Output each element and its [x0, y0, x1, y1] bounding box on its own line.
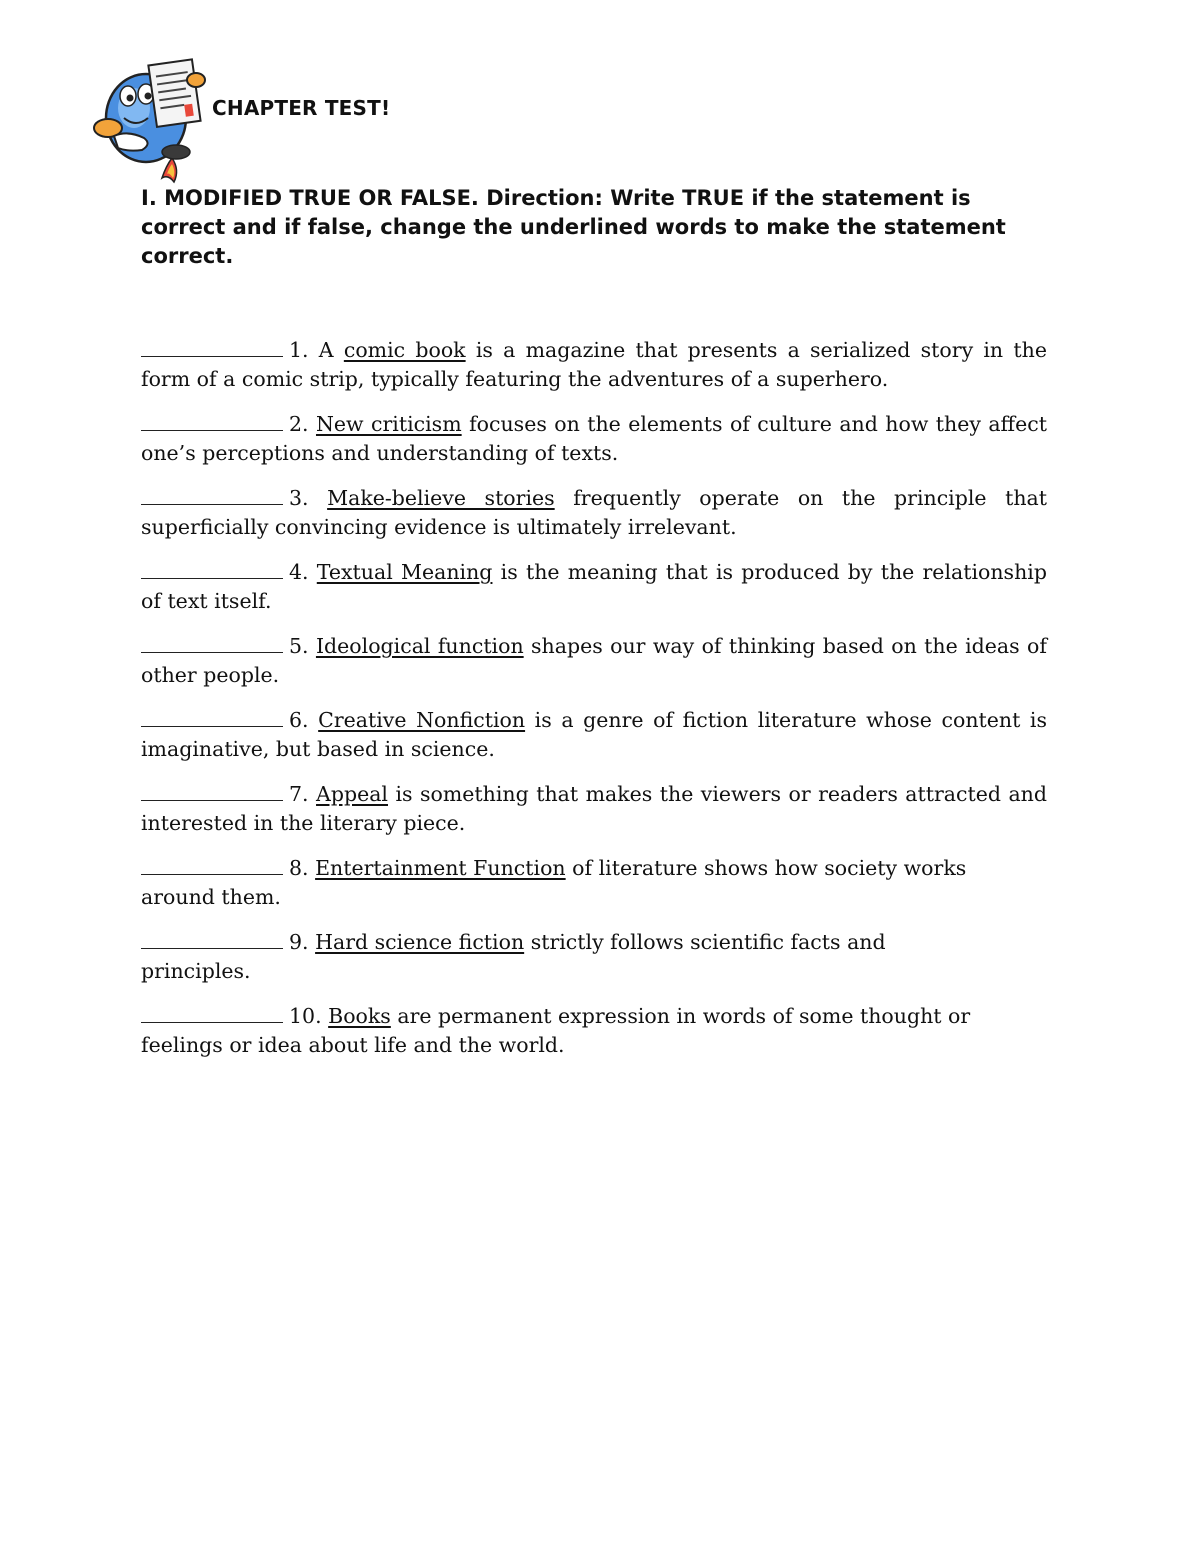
item-number: 1. — [289, 338, 309, 362]
answer-blank[interactable] — [141, 413, 283, 431]
item-statement: of literature shows how society works around them. — [141, 856, 967, 909]
item-statement: is a genre of fiction literature whose content is imaginative, but based in science. — [141, 708, 1047, 761]
answer-blank[interactable] — [141, 1005, 283, 1023]
item-number: 8. — [289, 856, 309, 880]
underlined-term: Textual Meaning — [316, 560, 493, 584]
item-statement: is something that makes the viewers or readers attracted and interested in the literary piece. — [141, 782, 1047, 835]
question-list — [141, 336, 1047, 1076]
item-statement: frequently operate on the principle that superficially convincing evidence is ultimately irrelevant. — [141, 486, 1047, 539]
underlined-term: Creative Nonfiction — [318, 708, 526, 732]
underlined-term: Hard science fiction — [315, 930, 525, 954]
item-statement: shapes our way of thinking based on the ideas of other people. — [141, 634, 1047, 687]
list-item — [141, 706, 1047, 764]
list-item — [141, 336, 1047, 394]
item-number: 10. — [289, 1004, 322, 1028]
answer-blank[interactable] — [141, 783, 283, 801]
item-number: 3. — [289, 486, 309, 510]
section-directions: I. MODIFIED TRUE OR FALSE. Direction: Write TRUE if the statement is correct and if false, change the underlined words to make the statement correct. — [141, 186, 1006, 268]
item-statement: focuses on the elements of culture and how they affect one’s perceptions and understanding of texts. — [141, 412, 1047, 465]
document-mascot-icon — [88, 52, 218, 184]
answer-blank[interactable] — [141, 931, 283, 949]
list-item — [141, 854, 981, 912]
underlined-term: Entertainment Function — [315, 856, 566, 880]
item-statement: strictly follows scientific facts and principles. — [141, 930, 886, 983]
underlined-term: Appeal — [316, 782, 388, 806]
answer-blank[interactable] — [141, 709, 283, 727]
answer-blank[interactable] — [141, 561, 283, 579]
underlined-term: Ideological function — [315, 634, 524, 658]
page-title: CHAPTER TEST! — [212, 96, 391, 120]
list-item — [141, 410, 1047, 468]
answer-blank[interactable] — [141, 857, 283, 875]
underlined-term: New criticism — [315, 412, 462, 436]
answer-blank[interactable] — [141, 339, 283, 357]
item-lead-text: A — [318, 338, 334, 362]
item-number: 5. — [289, 634, 309, 658]
list-item — [141, 928, 981, 986]
list-item — [141, 558, 1047, 616]
item-number: 7. — [289, 782, 309, 806]
list-item — [141, 780, 1047, 838]
item-number: 6. — [289, 708, 309, 732]
underlined-term: Books — [328, 1004, 391, 1028]
answer-blank[interactable] — [141, 487, 283, 505]
item-statement: are permanent expression in words of some thought or feelings or idea about life and the world. — [141, 1004, 971, 1057]
item-statement: is the meaning that is produced by the relationship of text itself. — [141, 560, 1047, 613]
item-number: 2. — [289, 412, 309, 436]
list-item — [141, 632, 1047, 690]
answer-blank[interactable] — [141, 635, 283, 653]
underlined-term: comic book — [343, 338, 466, 362]
item-number: 9. — [289, 930, 309, 954]
item-statement: is a magazine that presents a serialized story in the form of a comic strip, typically featuring the adventures of a superhero. — [141, 338, 1047, 391]
item-number: 4. — [289, 560, 309, 584]
list-item — [141, 484, 1047, 542]
underlined-term: Make-believe stories — [327, 486, 555, 510]
list-item — [141, 1002, 981, 1060]
